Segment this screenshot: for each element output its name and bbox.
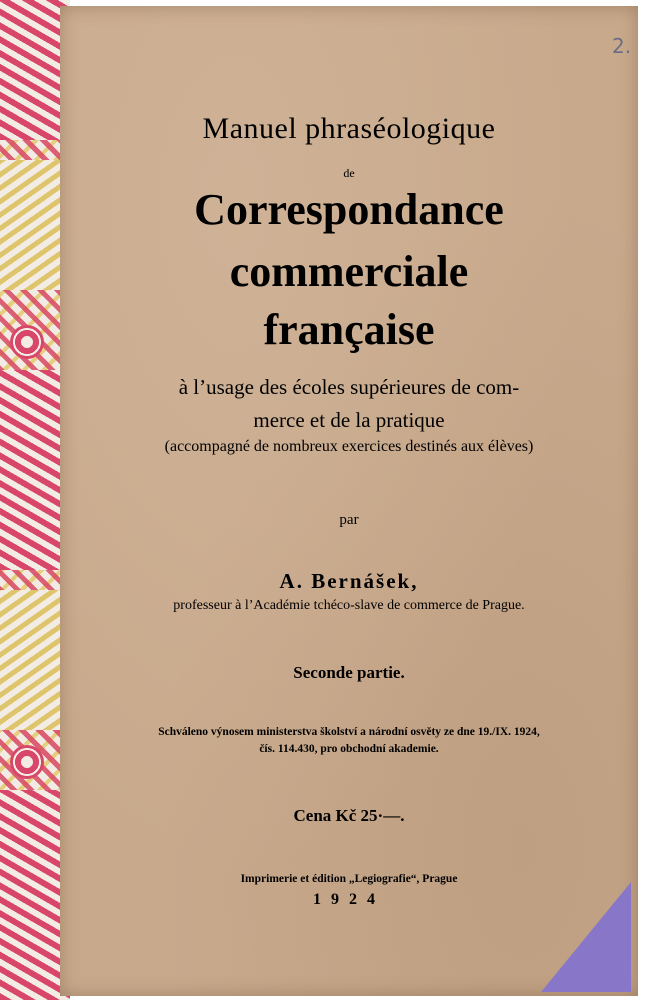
author-role: professeur à l’Académie tchéco-slave de commerce de Prague.: [173, 598, 525, 613]
price: Cena Kč 25·—.: [293, 806, 405, 825]
par-label: par: [339, 512, 359, 528]
publisher-imprint: Imprimerie et édition „Legiografie“, Prague: [240, 873, 458, 885]
publication-year: 1924: [313, 891, 385, 908]
handwritten-number: 2.: [612, 34, 632, 58]
subtitle-line: (accompagné de nombreux exercices destinés aux élèves): [164, 438, 534, 455]
main-title-line: française: [263, 305, 435, 354]
approval-line: Schváleno výnosem ministerstva školství a národní osvěty ze dne 19./IX. 1924,: [158, 726, 540, 738]
main-title-line: Correspondance: [194, 185, 504, 234]
author-name: A. Bernášek,: [279, 569, 419, 593]
spine-rosette: [10, 745, 44, 779]
volume-part: Seconde partie.: [293, 663, 405, 682]
title-de: de: [343, 166, 355, 180]
subtitle-line: à l’usage des écoles supérieures de com-: [178, 375, 520, 399]
title-line-1: Manuel phraséologique: [202, 112, 496, 145]
subtitle-line: merce et de la pratique: [253, 408, 445, 432]
spine-rosette: [10, 325, 44, 359]
main-title-line: commerciale: [229, 247, 469, 296]
approval-line: čís. 114.430, pro obchodní akademie.: [259, 743, 439, 755]
cover-page: [60, 6, 638, 996]
